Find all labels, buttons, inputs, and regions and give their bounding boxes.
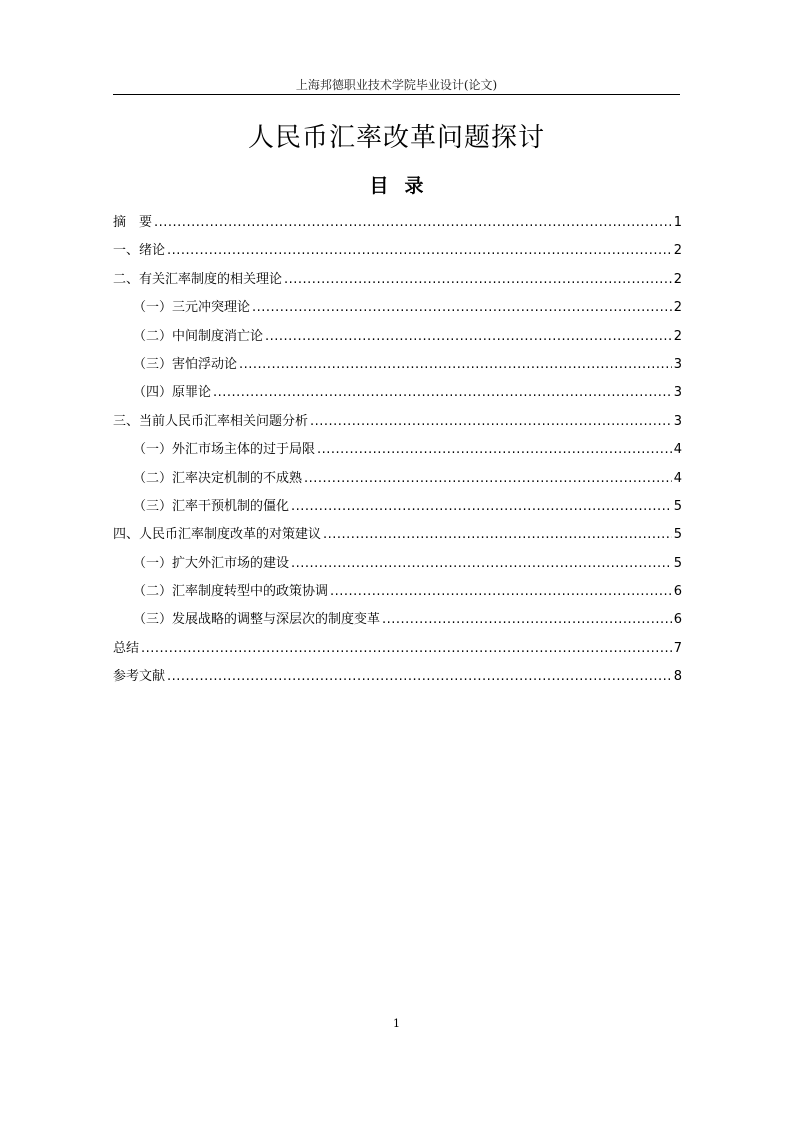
toc-entry[interactable] xyxy=(113,663,682,691)
toc-entry-page: 2 xyxy=(673,271,682,287)
toc-entry[interactable] xyxy=(113,436,682,464)
toc-entry-page: 3 xyxy=(673,385,682,401)
toc-entry-label: 摘 要 xyxy=(113,215,153,230)
toc-entry-page: 8 xyxy=(673,669,682,685)
toc-entry-page: 6 xyxy=(673,612,682,628)
toc-entry-label: （四）原罪论 xyxy=(133,385,212,401)
toc-entry[interactable] xyxy=(113,465,682,493)
toc-entry[interactable] xyxy=(113,237,682,265)
table-of-contents xyxy=(113,209,682,692)
toc-dot-leader xyxy=(291,493,672,521)
running-header: 上海邦德职业技术学院毕业设计(论文) xyxy=(295,78,498,92)
toc-dot-leader xyxy=(167,663,672,691)
toc-entry[interactable] xyxy=(113,521,682,549)
toc-entry[interactable] xyxy=(113,635,682,663)
toc-dot-leader xyxy=(382,606,672,634)
toc-entry[interactable] xyxy=(113,294,682,322)
toc-entry-label: （二）中间制度消亡论 xyxy=(133,328,264,344)
toc-dot-leader xyxy=(167,237,672,265)
toc-entry-page: 7 xyxy=(673,640,682,656)
toc-entry[interactable] xyxy=(113,578,682,606)
toc-dot-leader xyxy=(310,408,672,436)
toc-entry-label: （二）汇率决定机制的不成熟 xyxy=(133,470,303,486)
toc-dot-leader xyxy=(291,550,672,578)
toc-entry-page: 5 xyxy=(673,555,682,571)
toc-entry-label: 二、有关汇率制度的相关理论 xyxy=(113,271,283,287)
toc-entry-label: （一）扩大外汇市场的建设 xyxy=(133,555,290,571)
toc-entry[interactable] xyxy=(113,550,682,578)
toc-entry-label: 总结 xyxy=(113,640,140,656)
toc-entry-label: （一）三元冲突理论 xyxy=(133,300,251,316)
toc-entry-page: 5 xyxy=(673,498,682,514)
toc-entry-label: 一、绪论 xyxy=(113,243,166,259)
toc-entry-page: 5 xyxy=(673,527,682,543)
toc-entry-page: 2 xyxy=(673,300,682,316)
toc-entry-label: （三）发展战略的调整与深层次的制度变革 xyxy=(133,612,381,628)
toc-heading: 目录 xyxy=(369,175,440,197)
toc-entry-page: 1 xyxy=(673,215,682,230)
toc-dot-leader xyxy=(330,578,672,606)
toc-entry-label: 三、当前人民币汇率相关问题分析 xyxy=(113,413,309,429)
toc-entry-label: （三）害怕浮动论 xyxy=(133,356,238,372)
toc-entry[interactable] xyxy=(113,379,682,407)
document-title: 人民币汇率改革问题探讨 xyxy=(247,123,545,153)
page-number: 1 xyxy=(393,1017,400,1030)
toc-dot-leader xyxy=(265,323,672,351)
toc-entry-page: 2 xyxy=(673,243,682,259)
toc-dot-leader xyxy=(252,294,672,322)
header-rule xyxy=(113,94,680,95)
toc-entry-label: （二）汇率制度转型中的政策协调 xyxy=(133,584,329,600)
toc-dot-leader xyxy=(141,635,672,663)
toc-entry[interactable] xyxy=(113,493,682,521)
toc-entry[interactable] xyxy=(113,323,682,351)
toc-dot-leader xyxy=(213,379,672,407)
toc-entry-page: 4 xyxy=(673,442,682,458)
toc-dot-leader xyxy=(284,266,672,294)
toc-entry-page: 2 xyxy=(673,328,682,344)
toc-entry[interactable] xyxy=(113,606,682,634)
toc-entry-label: 四、人民币汇率制度改革的对策建议 xyxy=(113,527,322,543)
toc-entry[interactable] xyxy=(113,408,682,436)
toc-entry[interactable] xyxy=(113,351,682,379)
toc-entry[interactable] xyxy=(113,209,682,237)
toc-entry-label: 参考文献 xyxy=(113,669,166,685)
toc-dot-leader xyxy=(154,209,672,237)
toc-dot-leader xyxy=(323,521,672,549)
toc-entry-page: 3 xyxy=(673,356,682,372)
toc-entry-page: 4 xyxy=(673,470,682,486)
toc-entry-label: （一）外汇市场主体的过于局限 xyxy=(133,442,316,458)
toc-dot-leader xyxy=(317,436,672,464)
toc-entry-label: （三）汇率干预机制的僵化 xyxy=(133,498,290,514)
toc-entry[interactable] xyxy=(113,266,682,294)
toc-dot-leader xyxy=(239,351,672,379)
toc-entry-page: 6 xyxy=(673,584,682,600)
toc-dot-leader xyxy=(304,465,672,493)
toc-entry-page: 3 xyxy=(673,413,682,429)
